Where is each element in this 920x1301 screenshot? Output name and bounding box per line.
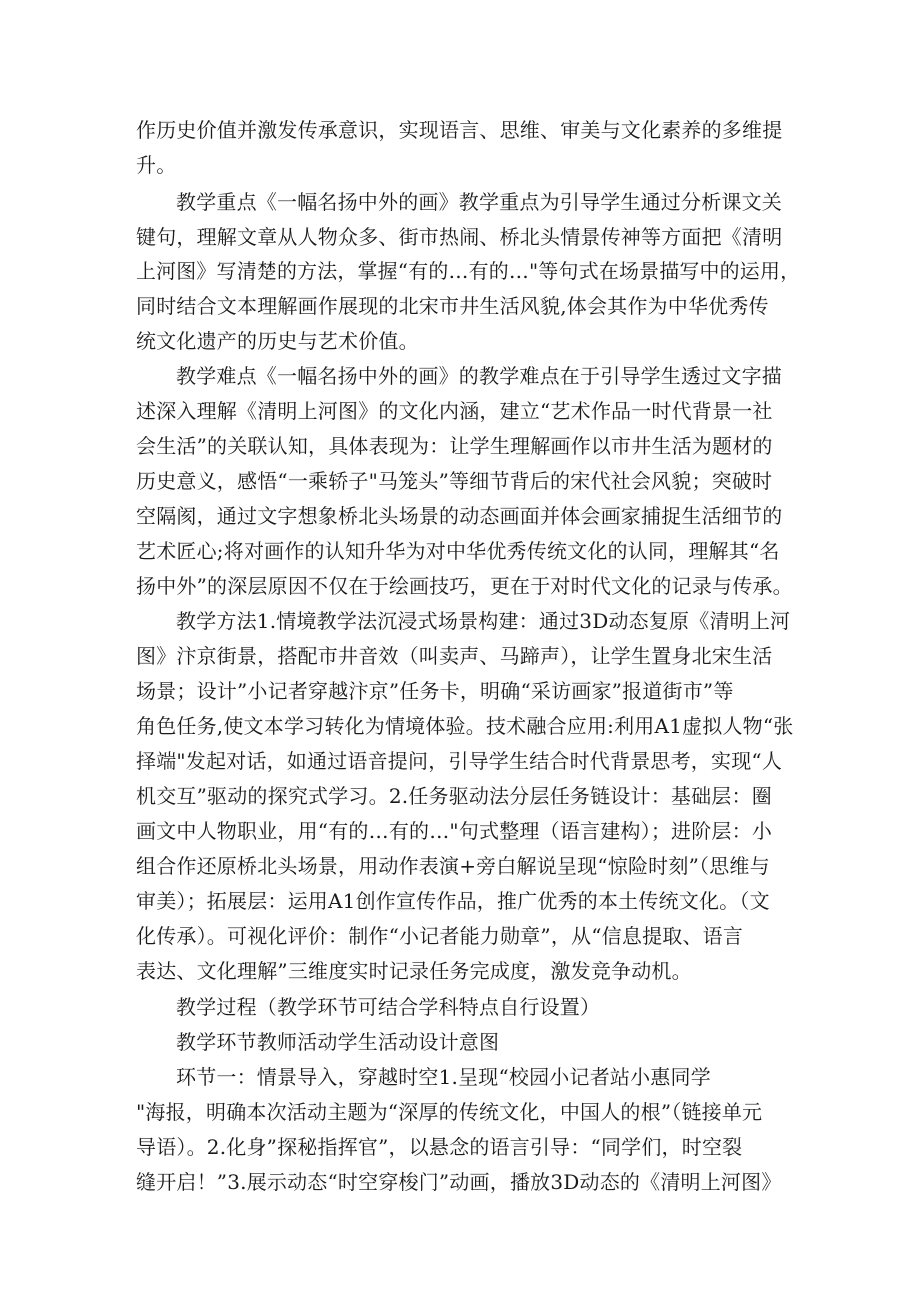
text-line: "海报，明确本次活动主题为“深厚的传统文化，中国人的根”（链接单元: [136, 1100, 763, 1124]
text-line: 键句，理解文章从人物众多、街市热闹、桥北头情景传神等方面把《清明: [136, 225, 783, 249]
paragraph-key-points: 教学重点《一幅名扬中外的画》教学重点为引导学生通过分析课文关: [176, 190, 782, 214]
text-line: 角色任务,使文本学习转化为情境体验。技术融合应用:利用A1虚拟人物“张: [136, 714, 794, 738]
text-line: 统文化遗产的历史与艺术价值。: [136, 329, 419, 353]
text-line: 组合作还原桥北头场景，用动作表演+旁白解说呈现“惊险时刻”（思维与: [136, 854, 770, 878]
text-line: 述深入理解《清明上河图》的文化内涵，建立“艺术作品一时代背景一社: [136, 399, 773, 423]
text-line: 同时结合文本理解画作展现的北宋市井生活风貌,体会其作为中华优秀传: [136, 294, 769, 318]
text-line: 导语）。2.化身”探秘指挥官”，以悬念的语言引导：“同学们，时空裂: [136, 1135, 743, 1159]
text-line: 缝开启！”3.展示动态“时空穿梭门”动画，播放3D动态的《清明上河图》: [136, 1170, 782, 1194]
text-line: 空隔阂，通过文字想象桥北头场景的动态画面并体会画家捕捉生活细节的: [136, 504, 783, 528]
text-line: 择端"发起对话，如通过语音提问，引导学生结合时代背景思考，实现“人: [136, 749, 783, 773]
text-line: 化传承）。可视化评价：制作“小记者能力勋章”，从“信息提取、语言: [136, 924, 744, 948]
text-line: 画文中人物职业，用“有的…有的…"句式整理（语言建构）；进阶层：小: [136, 819, 773, 843]
paragraph-stage-one: 环节一：情景导入，穿越时空1.呈现“校园小记者站小惠同学: [176, 1065, 711, 1089]
paragraph-difficulties: 教学难点《一幅名扬中外的画》的教学难点在于引导学生透过文字描: [176, 364, 782, 388]
paragraph-methods: 教学方法1.情境教学法沉浸式场景构建：通过3D动态复原《清明上河: [176, 609, 791, 633]
heading-table-columns: 教学环节教师活动学生活动设计意图: [176, 1030, 500, 1054]
text-line: 上河图》写清楚的方法，掌握“有的…有的…"等句式在场景描写中的运用，: [136, 259, 801, 283]
text-line: 表达、文化理解”三维度实时记录任务完成度，激发竞争动机。: [136, 959, 692, 983]
text-line: 作历史价值并激发传承意识，实现语言、思维、审美与文化素养的多维提: [136, 118, 783, 142]
text-line: 场景；设计”小记者穿越汴京”任务卡，明确“采访画家”报道街市”等: [136, 679, 734, 703]
text-line: 图》汴京街景，搭配市井音效（叫卖声、马蹄声），让学生置身北宋生活: [136, 644, 773, 668]
text-line: 会生活”的关联认知，具体表现为：让学生理解画作以市井生活为题材的: [136, 434, 773, 458]
heading-process: 教学过程（教学环节可结合学科特点自行设置）: [176, 995, 601, 1019]
text-line: 扬中外”的深层原因不仅在于绘画技巧，更在于对时代文化的记录与传承。: [136, 574, 793, 598]
text-line: 机交互”驱动的探究式学习。2.任务驱动法分层任务链设计：基础层：圈: [136, 784, 772, 808]
text-line: 审美）；拓展层：运用A1创作宣传作品，推广优秀的本土传统文化。（文: [136, 889, 770, 913]
text-line: 升。: [136, 153, 177, 177]
text-line: 历史意义，感悟“一乘轿子"马笼头”等细节背后的宋代社会风貌；突破时: [136, 469, 773, 493]
text-line: 艺术匠心;将对画作的认知升华为对中华优秀传统文化的认同，理解其“名: [136, 539, 780, 563]
